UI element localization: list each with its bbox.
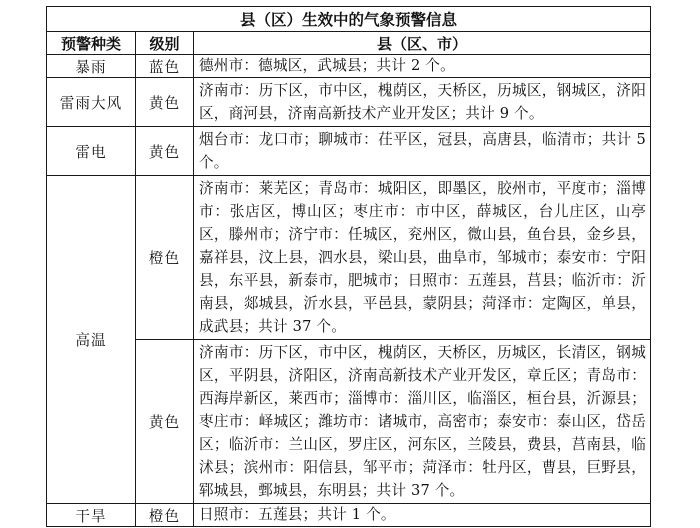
- level-cell: 橙色: [136, 176, 194, 340]
- header-warning-type: 预警种类: [47, 32, 136, 55]
- warning-type-cell: 雷雨大风: [47, 78, 136, 127]
- warning-type-cell: 高温: [47, 176, 136, 504]
- level-cell: 蓝色: [136, 55, 194, 78]
- area-cell: 德州市：德城区，武城县；共计 2 个。: [194, 55, 651, 78]
- table-row: [47, 55, 651, 78]
- level-cell: 黄色: [136, 127, 194, 176]
- table-row: [47, 504, 651, 527]
- level-cell: 黄色: [136, 78, 194, 127]
- table-row: [47, 340, 651, 504]
- warning-type-cell: 雷电: [47, 127, 136, 176]
- table-header-row: [47, 32, 651, 55]
- header-level: 级别: [136, 32, 194, 55]
- level-cell: 黄色: [136, 340, 194, 504]
- table-title: 县（区）生效中的气象预警信息: [47, 7, 651, 32]
- area-cell: 日照市：五莲县；共计 1 个。: [194, 504, 651, 527]
- warning-type-cell: 干旱: [47, 504, 136, 527]
- area-cell: 烟台市：龙口市；聊城市：茌平区，冠县，高唐县，临清市；共计 5 个。: [194, 127, 651, 176]
- header-area: 县（区、市）: [194, 32, 651, 55]
- area-cell: 济南市：历下区，市中区，槐荫区，天桥区，历城区，长清区，钢城区，平阴县，济阳区，济南高新技术产业开发区，章丘区；青岛市：西海岸新区，莱西市；淄博市：淄川区，临淄区，桓台县，沂源县；枣庄市：峄城区；潍坊市：诸城市，高密市；泰安市：泰山区，岱岳区；临沂市：兰山区，罗庄区，河东区，兰陵县，费县，莒南县，临沭县；滨州市：阳信县，邹平市；菏泽市：牡丹区，曹县，巨野县，郓城县，鄄城县，东明县；共计 37 个。: [194, 340, 651, 504]
- table-row: [47, 127, 651, 176]
- warning-type-cell: 暴雨: [47, 55, 136, 78]
- table-row: [47, 78, 651, 127]
- warning-table: [46, 6, 651, 527]
- level-cell: 橙色: [136, 504, 194, 527]
- area-cell: 济南市：莱芜区；青岛市：城阳区，即墨区，胶州市，平度市；淄博市：张店区，博山区；枣庄市：市中区，薛城区，台儿庄区，山亭区，滕州市；济宁市：任城区，兖州区，微山县，鱼台县，金乡县，嘉祥县，汶上县，泗水县，梁山县，曲阜市，邹城市；泰安市：宁阳县，东平县，新泰市，肥城市；日照市：五莲县，莒县；临沂市：沂南县，郯城县，沂水县，平邑县，蒙阴县；菏泽市：定陶区，单县，成武县；共计 37 个。: [194, 176, 651, 340]
- table-row: [47, 176, 651, 340]
- area-cell: 济南市：历下区，市中区，槐荫区，天桥区，历城区，钢城区，济阳区，商河县，济南高新技术产业开发区；共计 9 个。: [194, 78, 651, 127]
- table-title-row: [47, 7, 651, 32]
